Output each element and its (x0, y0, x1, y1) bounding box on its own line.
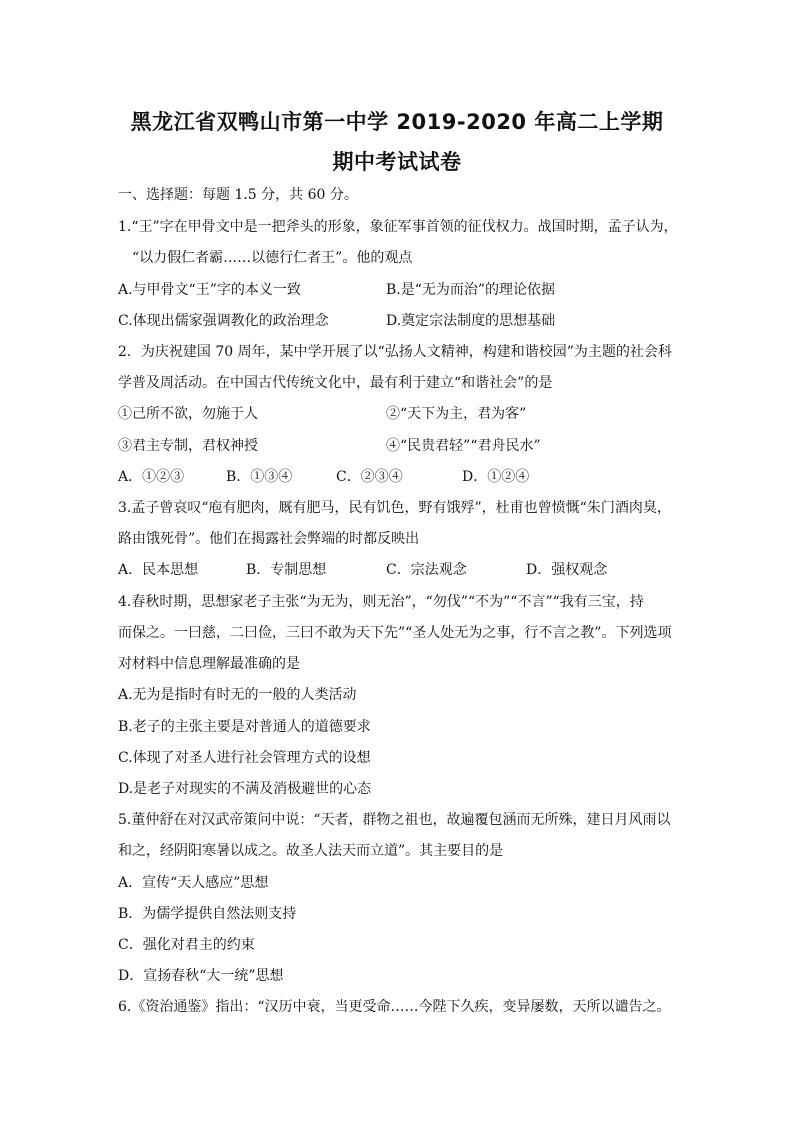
q3-option-b: B．专制思想 (246, 562, 327, 578)
q1-option-c: C.体现出儒家强调教化的政治理念 (118, 313, 329, 329)
q5-option-d: D．宣扬春秋“大一统”思想 (118, 968, 284, 984)
q1-option-b: B.是“无为而治”的理论依据 (386, 282, 556, 298)
q2-stem-line2: 学普及周活动。在中国古代传统文化中，最有利于建立“和谐社会”的是 (118, 375, 553, 391)
q2-option-c: C．②③④ (336, 469, 403, 485)
q1-option-d: D.奠定宗法制度的思想基础 (386, 313, 556, 329)
q4-stem-line2: 而保之。一曰慈，二曰俭，三曰不敢为天下先”“圣人处无为之事，行不言之教”。下列选项 (118, 625, 672, 641)
exam-title-line2: 期中考试试卷 (332, 150, 462, 174)
q5-option-a: A．宣传“天人感应”思想 (118, 875, 269, 891)
q2-item-3: ③君主专制，君权神授 (118, 438, 258, 454)
q6-stem-line1: 6.《资治通鉴》指出：“汉历中衰，当更受命……今陛下久疾，变异屡数，天所以谴告之。 (118, 999, 671, 1015)
q5-option-c: C．强化对君主的约束 (118, 937, 255, 953)
q3-option-d: D．强权观念 (526, 562, 608, 578)
q3-option-a: A．民本思想 (118, 562, 199, 578)
q2-item-1: ①己所不欲，勿施于人 (118, 406, 258, 422)
q4-stem-line1: 4.春秋时期，思想家老子主张“为无为，则无治”，“勿伐”“不为”“不言”“我有三宝，持 (118, 594, 644, 610)
q2-option-a: A．①②③ (118, 469, 185, 485)
q2-item-2: ②“天下为主，君为客” (386, 406, 527, 422)
q4-stem-line3: 对材料中信息理解最准确的是 (118, 656, 300, 672)
q2-item-4: ④“民贵君轻”“君舟民水” (386, 438, 541, 454)
q3-stem-line2: 路由饿死骨”。他们在揭露社会弊端的时都反映出 (118, 531, 420, 547)
q1-option-a: A.与甲骨文“王”字的本义一致 (118, 282, 301, 298)
q5-stem-line2: 和之，经阴阳寒暑以成之。故圣人法天而立道”。其主要目的是 (118, 843, 504, 859)
q2-stem-line1: 2．为庆祝建国 70 周年，某中学开展了以“弘扬人文精神，构建和谐校园”为主题的社会科 (118, 344, 672, 360)
q2-option-b: B．①③④ (226, 469, 293, 485)
q4-option-a: A.无为是指时有时无的一般的人类活动 (118, 687, 357, 703)
q4-option-c: C.体现了对圣人进行社会管理方式的设想 (118, 750, 371, 766)
section-heading: 一、选择题：每题 1.5 分，共 60 分。 (118, 187, 358, 203)
q5-option-b: B．为儒学提供自然法则支持 (118, 906, 297, 922)
q3-stem-line1: 3.孟子曾哀叹“庖有肥肉，厩有肥马，民有饥色，野有饿殍”，杜甫也曾愤慨“朱门酒肉臭， (118, 500, 671, 516)
exam-title-line1: 黑龙江省双鸭山市第一中学 2019-2020 年高二上学期 (130, 110, 664, 134)
q1-stem-line2: “以力假仁者霸……以德行仁者王”。他的观点 (132, 250, 413, 266)
q5-stem-line1: 5.董仲舒在对汉武帝策问中说：“天者，群物之祖也，故遍覆包涵而无所殊，建日月风雨以 (118, 812, 671, 828)
q4-option-b: B.老子的主张主要是对普通人的道德要求 (118, 719, 371, 735)
q4-option-d: D.是老子对现实的不满及消极避世的心态 (118, 781, 372, 797)
q1-stem-line1: 1.“王”字在甲骨文中是一把斧头的形象，象征军事首领的征伐权力。战国时期，孟子认为， (118, 219, 678, 235)
q3-option-c: C．宗法观念 (386, 562, 467, 578)
q2-option-d: D．①②④ (462, 469, 530, 485)
